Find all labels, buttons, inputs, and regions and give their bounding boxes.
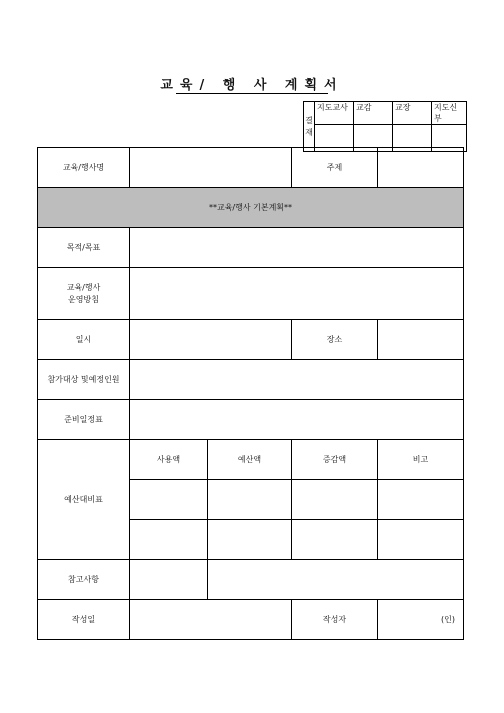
budget-cell[interactable]: [130, 480, 208, 520]
subject-label: 주제: [292, 148, 378, 188]
budget-cell[interactable]: [130, 520, 208, 560]
reference-field-wide[interactable]: [208, 560, 464, 600]
reference-field[interactable]: [130, 560, 208, 600]
author-label: 작성자: [292, 600, 378, 640]
title-underline: [176, 93, 328, 94]
place-label: 장소: [292, 320, 378, 360]
goal-label: 목적/목표: [38, 228, 130, 268]
goal-field[interactable]: [130, 228, 464, 268]
approval-side-label-1: 결: [305, 115, 313, 125]
approval-col-principal: 교장: [393, 102, 432, 125]
reference-label: 참고사항: [38, 560, 130, 600]
approval-table: [303, 101, 467, 152]
date-field[interactable]: [130, 320, 292, 360]
subject-field[interactable]: [378, 148, 464, 188]
approval-side-label: [304, 102, 315, 152]
approval-col-priest: 지도신부: [432, 102, 467, 125]
prep-schedule-label: 준비일정표: [38, 400, 130, 440]
budget-label: 예산대비표: [38, 440, 130, 560]
budget-cell[interactable]: [292, 480, 378, 520]
budget-col-budget: 예산액: [208, 440, 292, 480]
budget-col-used: 사용액: [130, 440, 208, 480]
budget-cell[interactable]: [208, 520, 292, 560]
budget-cell[interactable]: [378, 520, 464, 560]
participants-label: 참가대상 및예정인원: [38, 360, 130, 400]
place-field[interactable]: [378, 320, 464, 360]
budget-cell[interactable]: [208, 480, 292, 520]
approval-col-vice-principal: 교감: [354, 102, 393, 125]
written-date-field[interactable]: [130, 600, 292, 640]
participants-field[interactable]: [130, 360, 464, 400]
prep-schedule-field[interactable]: [130, 400, 464, 440]
seal-field[interactable]: (인): [378, 600, 464, 640]
operation-label-line1: 교육/행사: [66, 282, 101, 292]
budget-col-change: 증감액: [292, 440, 378, 480]
approval-col-teacher: 지도교사: [315, 102, 354, 125]
approval-side-label-2: 재: [305, 127, 313, 137]
section-header: **교육/행사 기본계획**: [38, 188, 464, 228]
operation-field[interactable]: [130, 268, 464, 320]
operation-label-line2: 운영방침: [68, 294, 99, 304]
document-title: 교육/ 행 사 계획서: [160, 78, 344, 93]
operation-label: [38, 268, 130, 320]
event-name-field[interactable]: [130, 148, 292, 188]
budget-cell[interactable]: [292, 520, 378, 560]
date-label: 일시: [38, 320, 130, 360]
written-date-label: 작성일: [38, 600, 130, 640]
plan-form-table: [37, 147, 464, 640]
budget-col-note: 비고: [378, 440, 464, 480]
event-name-label: 교육/행사명: [38, 148, 130, 188]
budget-cell[interactable]: [378, 480, 464, 520]
